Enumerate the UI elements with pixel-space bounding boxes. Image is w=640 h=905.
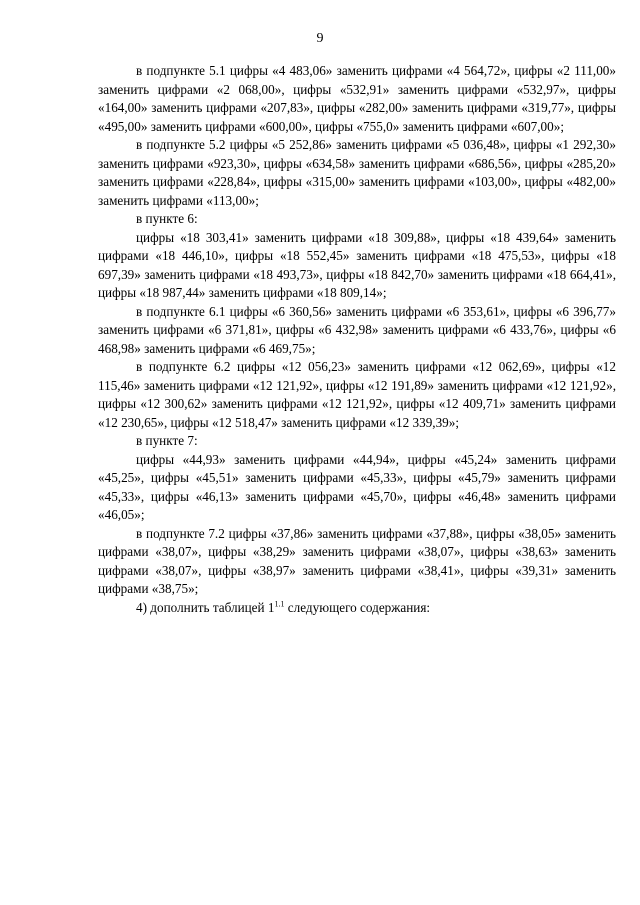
paragraph-item-7-values: цифры «44,93» заменить цифрами «44,94», цифры «45,24» заменить цифрами «45,25», цифры «45,51» заменить цифрами «45,33», цифры «45,79» заменить цифрами «45,33», цифры «46,13» заменить цифрами «45,70», цифры «46,48» заменить цифрами «46,05»;: [98, 451, 616, 522]
paragraph-subitem-5-1: в подпункте 5.1 цифры «4 483,06» заменить цифрами «4 564,72», цифры «2 111,00» заменить цифрами «2 068,00», цифры «532,91» заменить цифрами «532,97», цифры «164,00» заменить цифрами «207,83», цифры «282,00» заменить цифрами «319,77», цифры «495,00» заменить цифрами «600,00», цифры «755,0» заменить цифрами «607,00»;: [98, 63, 616, 134]
paragraph-item-7-heading: в пункте 7:: [136, 433, 198, 448]
paragraph-subitem-6-2: в подпункте 6.2 цифры «12 056,23» заменить цифрами «12 062,69», цифры «12 115,46» заменить цифрами «12 121,92», цифры «12 191,89» заменить цифрами «12 121,92», цифры «12 300,62» заменить цифрами «12 121,92», цифры «12 409,71» заменить цифрами «12 230,65», цифры «12 518,47» заменить цифрами «12 339,39»;: [98, 359, 616, 430]
table-number-superscript: 1.1: [274, 599, 285, 609]
paragraph-add-table: [98, 599, 616, 618]
paragraph-item-6-heading: в пункте 6:: [136, 211, 198, 226]
paragraph-item-6-values: цифры «18 303,41» заменить цифрами «18 309,88», цифры «18 439,64» заменить цифрами «18 446,10», цифры «18 552,45» заменить цифрами «18 475,53», цифры «18 697,39» заменить цифрами «18 493,73», цифры «18 842,70» заменить цифрами «18 664,41», цифры «18 987,44» заменить цифрами «18 809,14»;: [98, 229, 616, 300]
page-number: 9: [316, 31, 324, 46]
paragraph-subitem-5-2: в подпункте 5.2 цифры «5 252,86» заменить цифрами «5 036,48», цифры «1 292,30» заменить цифрами «923,30», цифры «634,58» заменить цифрами «686,56», цифры «285,20» заменить цифрами «228,84», цифры «315,00» заменить цифрами «103,00», цифры «482,00» заменить цифрами «113,00»;: [98, 137, 616, 208]
add-table-suffix: следующего содержания:: [284, 599, 431, 615]
paragraph-subitem-7-2: в подпункте 7.2 цифры «37,86» заменить цифрами «37,88», цифры «38,05» заменить цифрами «38,07», цифры «38,29» заменить цифрами «38,07», цифры «38,63» заменить цифрами «38,07», цифры «38,97» заменить цифрами «38,41», цифры «39,31» заменить цифрами «38,75»;: [98, 525, 616, 596]
add-table-text: 4) дополнить таблицей 1: [136, 599, 275, 615]
document-body: [98, 62, 616, 617]
paragraph-subitem-6-1: в подпункте 6.1 цифры «6 360,56» заменить цифрами «6 353,61», цифры «6 396,77» заменить цифрами «6 371,81», цифры «6 432,98» заменить цифрами «6 433,76», цифры «6 468,98» заменить цифрами «6 469,75»;: [98, 303, 616, 356]
